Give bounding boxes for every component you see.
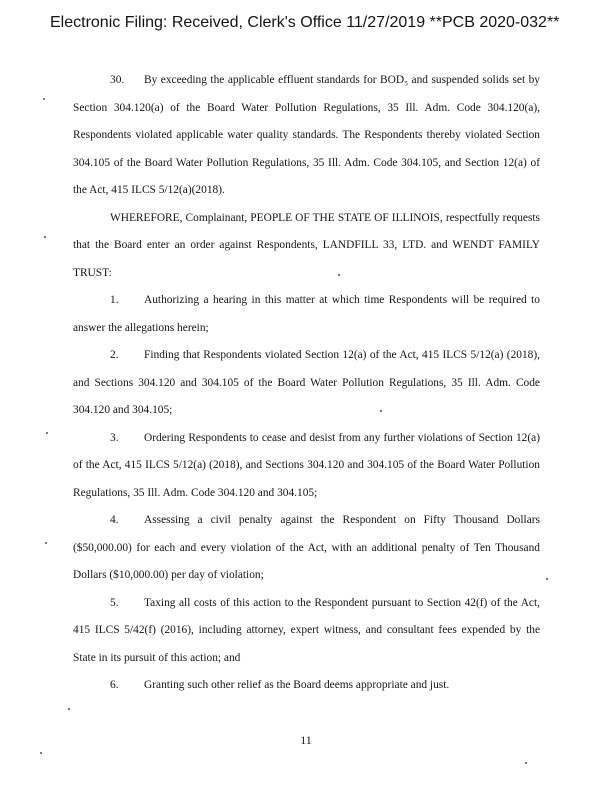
filing-stamp-header: Electronic Filing: Received, Clerk's Office 11/27/2019 **PCB 2020-032** <box>50 14 560 31</box>
scan-speck <box>45 542 47 544</box>
request-6 <box>73 672 540 700</box>
scan-speck <box>546 578 548 580</box>
wherefore-clause: WHEREFORE, Complainant, PEOPLE OF THE STATE OF ILLINOIS, respectfully requests that the Board enter an order against Respondents, LANDFILL 33, LTD. and WENDT FAMILY TRUST: <box>73 211 540 279</box>
request-5 <box>73 590 540 673</box>
scan-speck <box>68 708 70 710</box>
scan-speck <box>525 762 527 764</box>
request-1 <box>73 287 540 342</box>
document-body <box>73 67 540 700</box>
request-number: 3. <box>110 431 119 444</box>
paragraph-number: 30. <box>110 74 125 86</box>
request-text: Authorizing a hearing in this matter at which time Respondents will be required to answer the allegations herein; <box>73 294 540 334</box>
request-text: Ordering Respondents to cease and desist from any further violations of Section 12(a) of the Act, 415 ILCS 5/12(a) (2018), and Sections 304.120 and 304.105 of the Board Water Pollution Regulations, 35 Ill. Adm. Code 304.120 and 304.105; <box>73 431 540 499</box>
request-number: 6. <box>110 679 119 691</box>
request-2 <box>73 342 540 425</box>
scan-speck <box>46 432 48 434</box>
scan-speck <box>44 236 46 238</box>
scan-speck <box>380 410 382 412</box>
scan-speck <box>43 98 45 100</box>
request-4 <box>73 507 540 590</box>
page-number: 11 <box>300 733 312 747</box>
request-number: 4. <box>110 514 119 526</box>
scan-speck <box>40 752 42 754</box>
request-text: Taxing all costs of this action to the Respondent pursuant to Section 42(f) of the Act, 415 ILCS 5/42(f) (2016), including attorney, expert witness, and consultant fees expended by the State in its pursuit of this action; and <box>73 596 540 664</box>
scan-speck <box>338 274 340 276</box>
request-number: 5. <box>110 596 119 609</box>
request-3 <box>73 425 540 508</box>
paragraph-30 <box>73 67 540 205</box>
request-number: 1. <box>110 294 119 306</box>
paragraph-text: By exceeding the applicable effluent standards for BOD₅ and suspended solids set by Section 304.120(a) of the Board Water Pollution Regulations, 35 Ill. Adm. Code 304.120(a), Respondents violated applicable water quality standards. The Respondents thereby violated Section 304.105 of the Board Water Pollution Regulations, 35 Ill. Adm. Code 304.105, and Section 12(a) of the Act, 415 ILCS 5/12(a)(2018). <box>73 74 540 196</box>
request-text: Granting such other relief as the Board deems appropriate and just. <box>144 679 450 691</box>
request-text: Finding that Respondents violated Section 12(a) of the Act, 415 ILCS 5/12(a) (2018), and Sections 304.120 and 304.105 of the Board Water Pollution Regulations, 35 Ill. Adm. Code 304.120 and 304.105; <box>73 349 540 416</box>
request-number: 2. <box>110 349 119 361</box>
request-text: Assessing a civil penalty against the Respondent on Fifty Thousand Dollars ($50,000.00) for each and every violation of the Act, with an additional penalty of Ten Thousand Dollars ($10,000.00) per day of violation; <box>73 514 540 581</box>
